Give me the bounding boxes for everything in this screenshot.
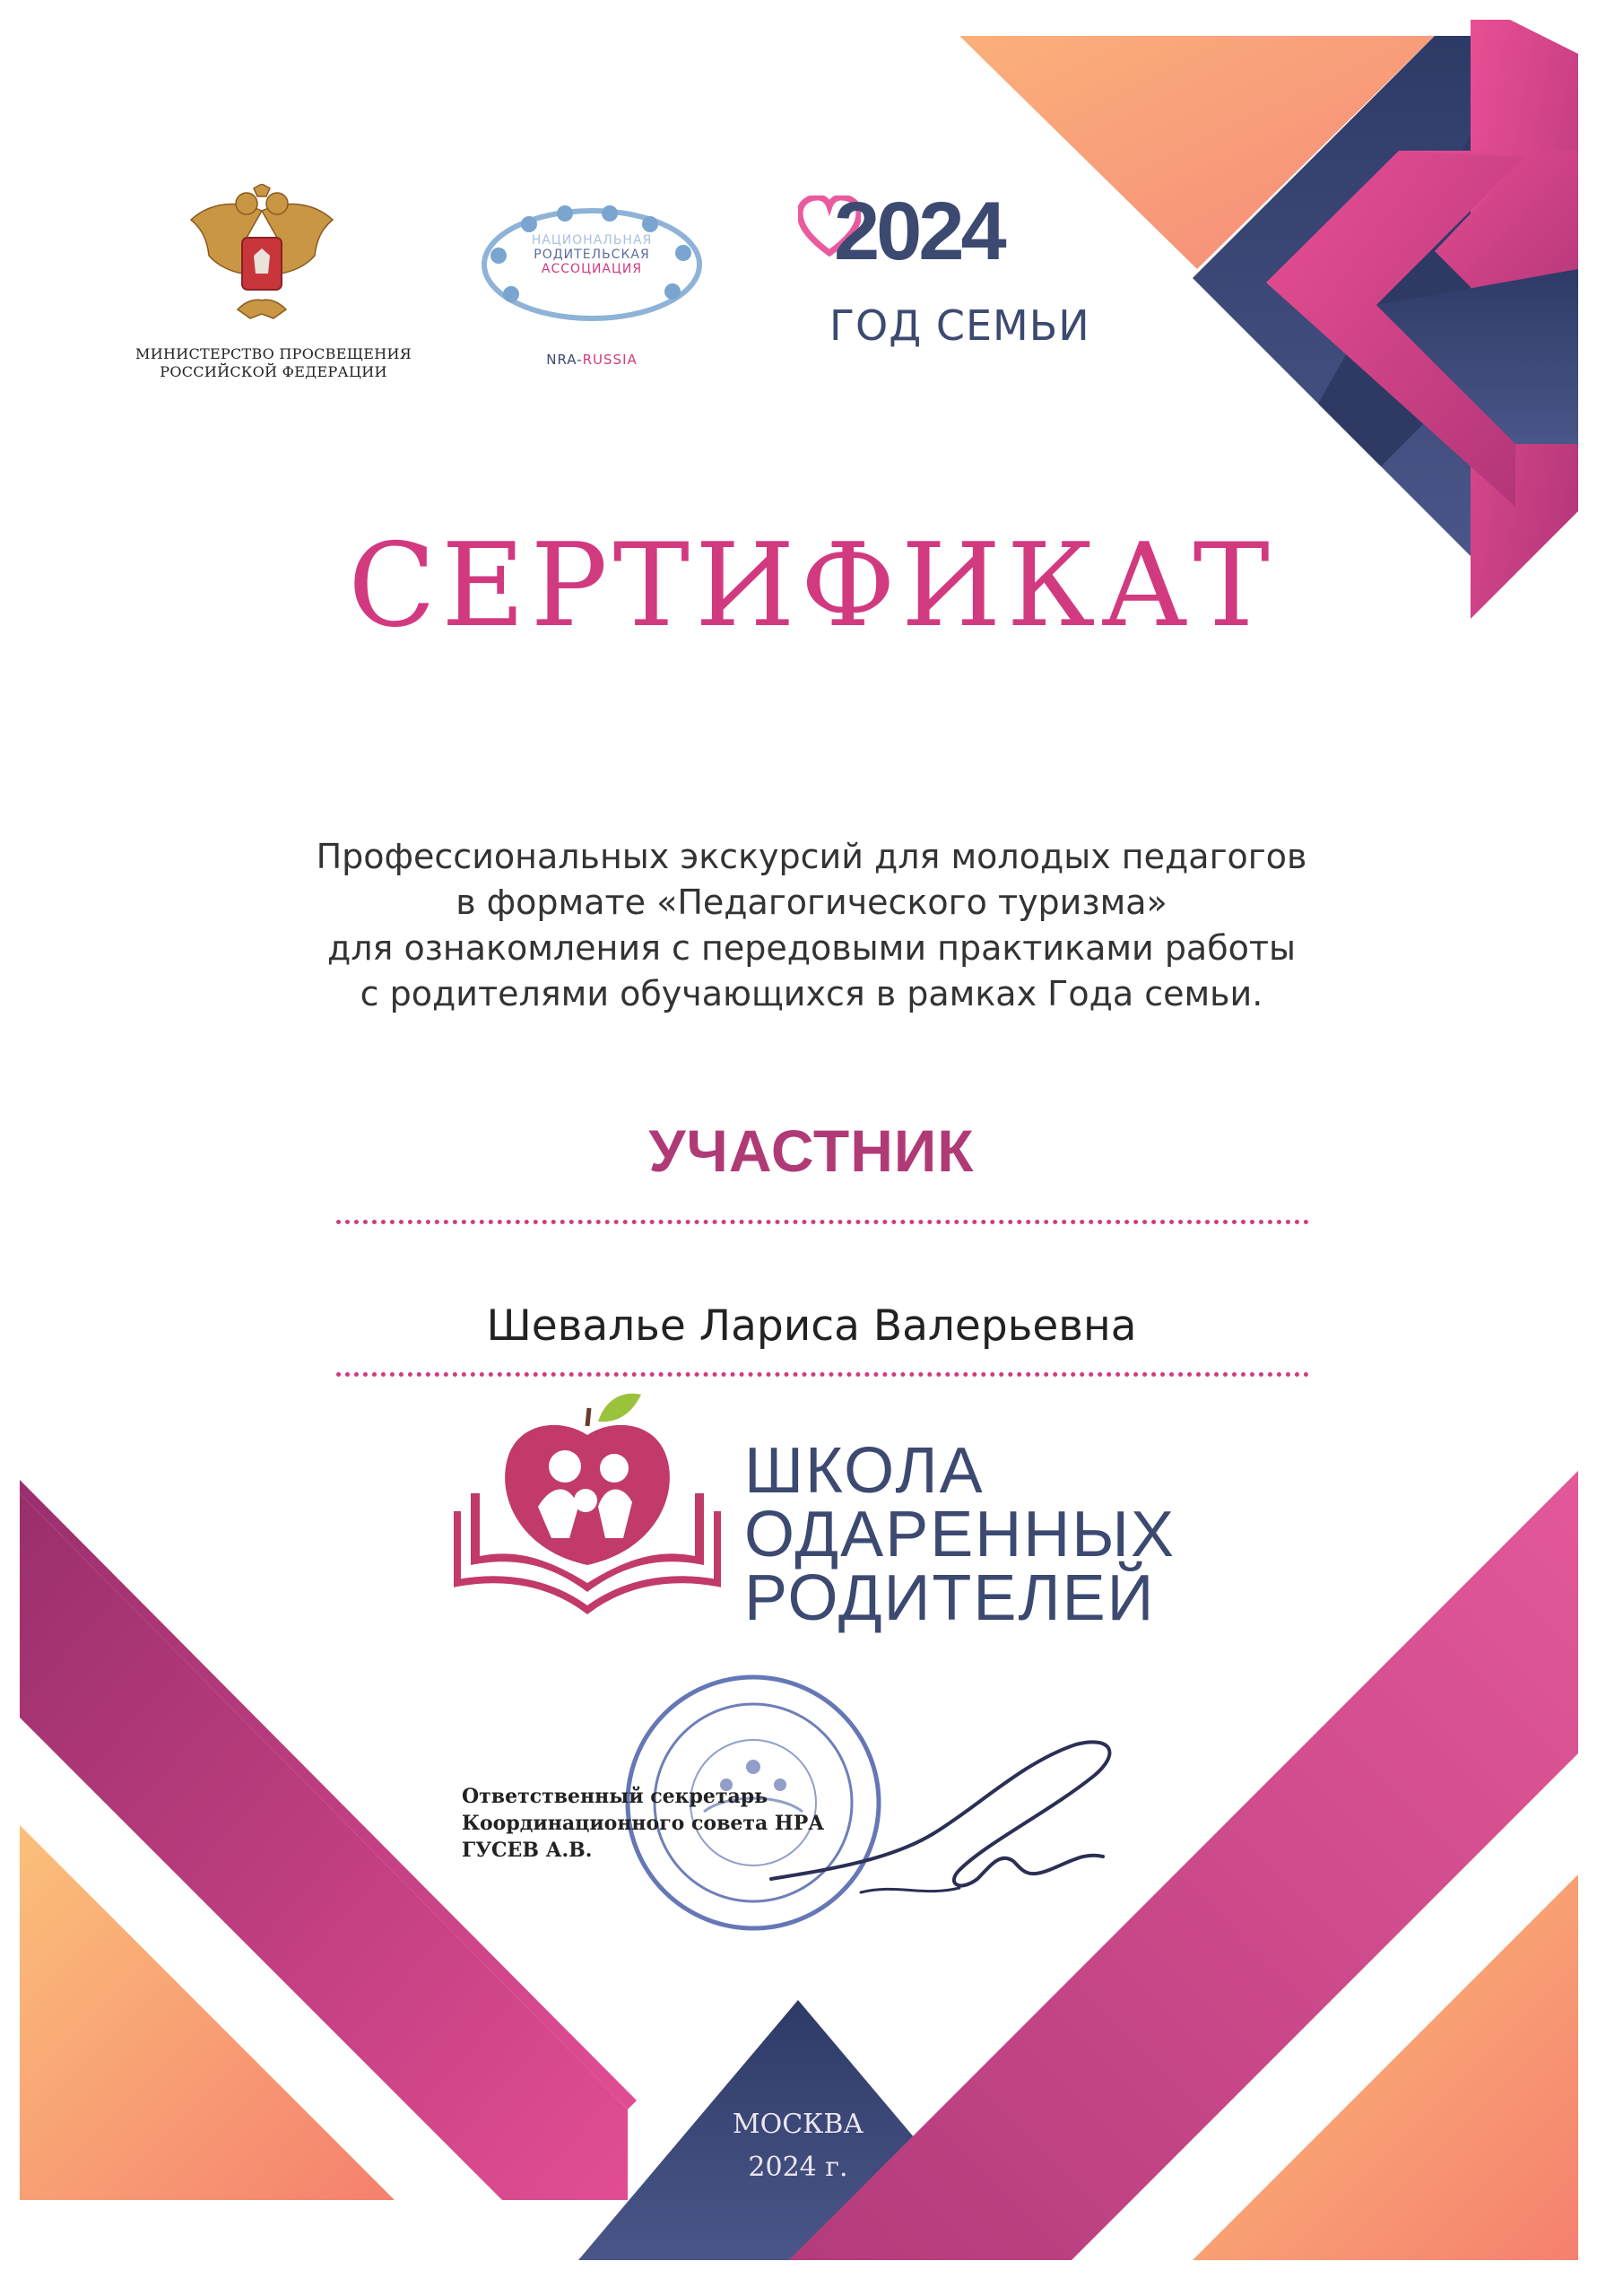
divider-dotted (336, 1372, 1309, 1377)
nra-code-a: NRA (546, 352, 577, 368)
issue-year: 2024 г. (748, 2152, 848, 2183)
ministry-caption (126, 345, 421, 381)
signer-name: ГУСЕВ А.В. (462, 1839, 593, 1862)
issue-city: МОСКВА (732, 2109, 864, 2140)
nra-line-2: РОДИТЕЛЬСКАЯ (534, 248, 650, 262)
ministry-line-1: МИНИСТЕРСТВО ПРОСВЕЩЕНИЯ (135, 345, 412, 362)
description-line-1: Профессиональных экскурсий для молодых педагогов (316, 837, 1307, 876)
year-of-family-year: 2024 (834, 186, 1003, 277)
coat-of-arms-icon (175, 184, 350, 332)
nra-code-b: RUSSIA (582, 352, 638, 368)
school-logo-text (744, 1435, 1176, 1634)
school-line-1: ШКОЛА (744, 1435, 985, 1507)
recipient-name: Шевалье Лариса Валерьевна (486, 1301, 1137, 1351)
nra-logo (475, 197, 708, 372)
certificate-title: СЕРТИФИКАТ (348, 519, 1275, 653)
school-line-3: РОДИТЕЛЕЙ (744, 1562, 1156, 1634)
apple-book-icon (453, 1386, 722, 1619)
divider-dotted (336, 1220, 1309, 1224)
year-of-family-caption: ГОД СЕМЬИ (829, 301, 1090, 350)
description-line-3: для ознакомления с передовыми практиками работы (326, 928, 1297, 968)
ministry-line-2: РОССИЙСКОЙ ФЕДЕРАЦИИ (160, 363, 387, 380)
nra-line-3: АССОЦИАЦИЯ (541, 262, 643, 276)
school-line-2: ОДАРЕННЫХ (744, 1499, 1176, 1570)
issue-place-date (681, 2103, 915, 2189)
signer-position-1: Ответственный секретарь (462, 1785, 768, 1808)
description-line-4: с родителями обучающихся в рамках Года семьи. (360, 974, 1263, 1013)
signer-position-2: Координационного совета НРА (462, 1812, 825, 1835)
description-line-2: в формате «Педагогического туризма» (456, 883, 1167, 922)
nra-code: NRA-RUSSIA (546, 352, 638, 368)
certificate-description (0, 834, 1623, 1017)
participant-role: УЧАСТНИК (648, 1118, 975, 1184)
nra-line-1: НАЦИОНАЛЬНАЯ (531, 233, 653, 248)
signature-block (462, 1783, 824, 1864)
